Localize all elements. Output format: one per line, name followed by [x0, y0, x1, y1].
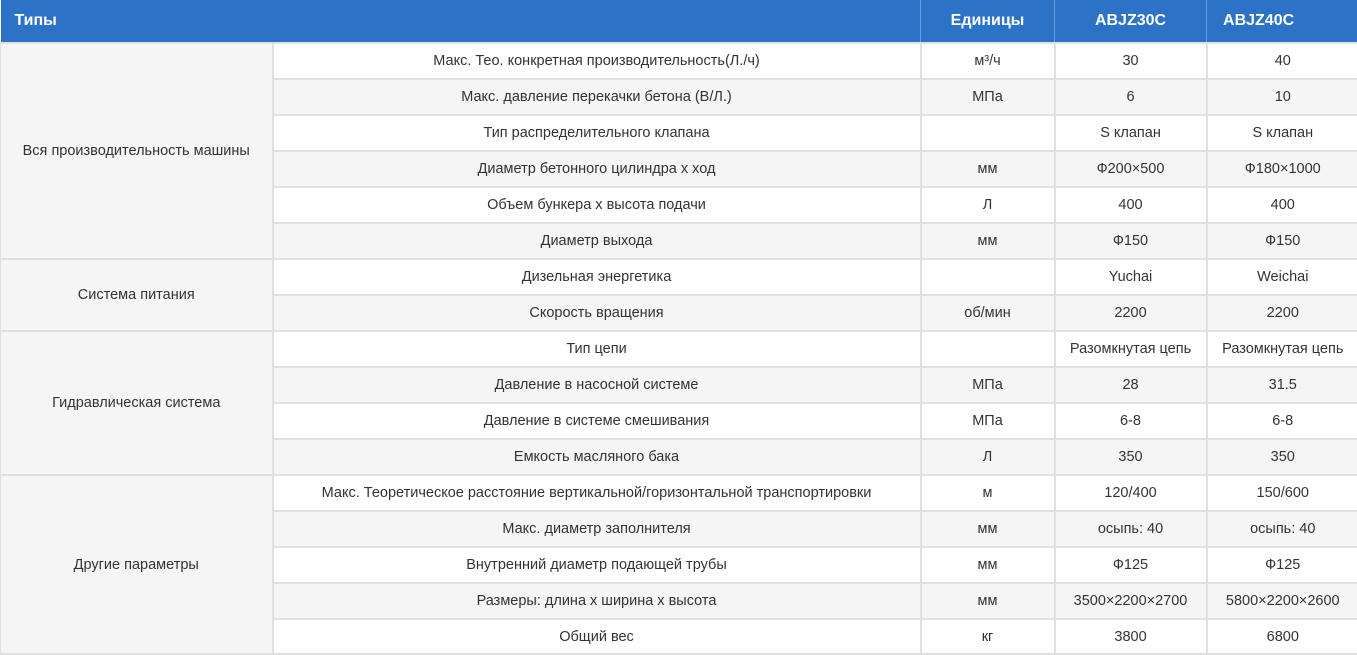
- model-1-value: S клапан: [1055, 115, 1207, 151]
- param-cell: Диаметр бетонного цилиндра x ход: [273, 151, 921, 187]
- unit-cell: м³/ч: [921, 43, 1055, 79]
- param-cell: Объем бункера x высота подачи: [273, 187, 921, 223]
- unit-cell: мм: [921, 151, 1055, 187]
- model-1-value: 2200: [1055, 295, 1207, 331]
- param-cell: Диаметр выхода: [273, 223, 921, 259]
- unit-cell: об/мин: [921, 295, 1055, 331]
- model-1-value: 400: [1055, 187, 1207, 223]
- model-1-value: 28: [1055, 367, 1207, 403]
- model-1-value: 3500×2200×2700: [1055, 583, 1207, 619]
- model-1-value: Ф150: [1055, 223, 1207, 259]
- param-cell: Скорость вращения: [273, 295, 921, 331]
- unit-cell: м: [921, 475, 1055, 511]
- table-header: [1, 0, 1357, 43]
- param-cell: Общий вес: [273, 619, 921, 654]
- unit-cell: мм: [921, 583, 1055, 619]
- model-2-value: 2200: [1207, 295, 1357, 331]
- group-label: Гидравлическая система: [1, 331, 273, 475]
- model-2-value: Разомкнутая цепь: [1207, 331, 1357, 367]
- unit-cell: Л: [921, 439, 1055, 475]
- table-body: [1, 43, 1357, 654]
- model-1-value: Yuchai: [1055, 259, 1207, 295]
- param-cell: Дизельная энергетика: [273, 259, 921, 295]
- model-2-value: Ф150: [1207, 223, 1357, 259]
- table-row: [1, 475, 1357, 511]
- header-row: [1, 0, 1357, 43]
- model-2-value: 6-8: [1207, 403, 1357, 439]
- param-cell: Внутренний диаметр подающей трубы: [273, 547, 921, 583]
- unit-cell: МПа: [921, 403, 1055, 439]
- model-2-value: 31.5: [1207, 367, 1357, 403]
- model-1-value: 350: [1055, 439, 1207, 475]
- unit-cell: Л: [921, 187, 1055, 223]
- unit-cell: МПа: [921, 79, 1055, 115]
- model-2-value: 6800: [1207, 619, 1357, 654]
- param-cell: Макс. Тео. конкретная производительность(Л./ч): [273, 43, 921, 79]
- model-2-value: Ф125: [1207, 547, 1357, 583]
- param-cell: Тип распределительного клапана: [273, 115, 921, 151]
- header-model-1: ABJZ30C: [1055, 0, 1207, 43]
- header-model-2: ABJZ40C: [1207, 0, 1357, 43]
- model-1-value: 6-8: [1055, 403, 1207, 439]
- model-1-value: 120/400: [1055, 475, 1207, 511]
- model-2-value: Ф180×1000: [1207, 151, 1357, 187]
- model-2-value: 400: [1207, 187, 1357, 223]
- model-2-value: 150/600: [1207, 475, 1357, 511]
- param-cell: Размеры: длина x ширина x высота: [273, 583, 921, 619]
- model-1-value: Ф200×500: [1055, 151, 1207, 187]
- model-1-value: 6: [1055, 79, 1207, 115]
- table-row: [1, 259, 1357, 295]
- unit-cell: [921, 331, 1055, 367]
- model-2-value: 40: [1207, 43, 1357, 79]
- model-2-value: 350: [1207, 439, 1357, 475]
- unit-cell: мм: [921, 511, 1055, 547]
- group-label: Система питания: [1, 259, 273, 331]
- unit-cell: кг: [921, 619, 1055, 654]
- unit-cell: мм: [921, 223, 1055, 259]
- param-cell: Тип цепи: [273, 331, 921, 367]
- table-row: [1, 43, 1357, 79]
- model-2-value: 10: [1207, 79, 1357, 115]
- model-1-value: Ф125: [1055, 547, 1207, 583]
- model-1-value: 3800: [1055, 619, 1207, 654]
- header-types: Типы: [1, 0, 921, 43]
- param-cell: Макс. Теоретическое расстояние вертикальной/горизонтальной транспортировки: [273, 475, 921, 511]
- unit-cell: мм: [921, 547, 1055, 583]
- header-units: Единицы: [921, 0, 1055, 43]
- param-cell: Давление в системе смешивания: [273, 403, 921, 439]
- model-2-value: Weichai: [1207, 259, 1357, 295]
- model-2-value: осыпь: 40: [1207, 511, 1357, 547]
- model-2-value: S клапан: [1207, 115, 1357, 151]
- group-label: Другие параметры: [1, 475, 273, 654]
- model-1-value: осыпь: 40: [1055, 511, 1207, 547]
- table-row: [1, 331, 1357, 367]
- group-label: Вся производительность машины: [1, 43, 273, 259]
- param-cell: Давление в насосной системе: [273, 367, 921, 403]
- model-1-value: 30: [1055, 43, 1207, 79]
- model-1-value: Разомкнутая цепь: [1055, 331, 1207, 367]
- param-cell: Емкость масляного бака: [273, 439, 921, 475]
- unit-cell: [921, 115, 1055, 151]
- param-cell: Макс. диаметр заполнителя: [273, 511, 921, 547]
- unit-cell: МПа: [921, 367, 1055, 403]
- param-cell: Макс. давление перекачки бетона (В/Л.): [273, 79, 921, 115]
- model-2-value: 5800×2200×2600: [1207, 583, 1357, 619]
- unit-cell: [921, 259, 1055, 295]
